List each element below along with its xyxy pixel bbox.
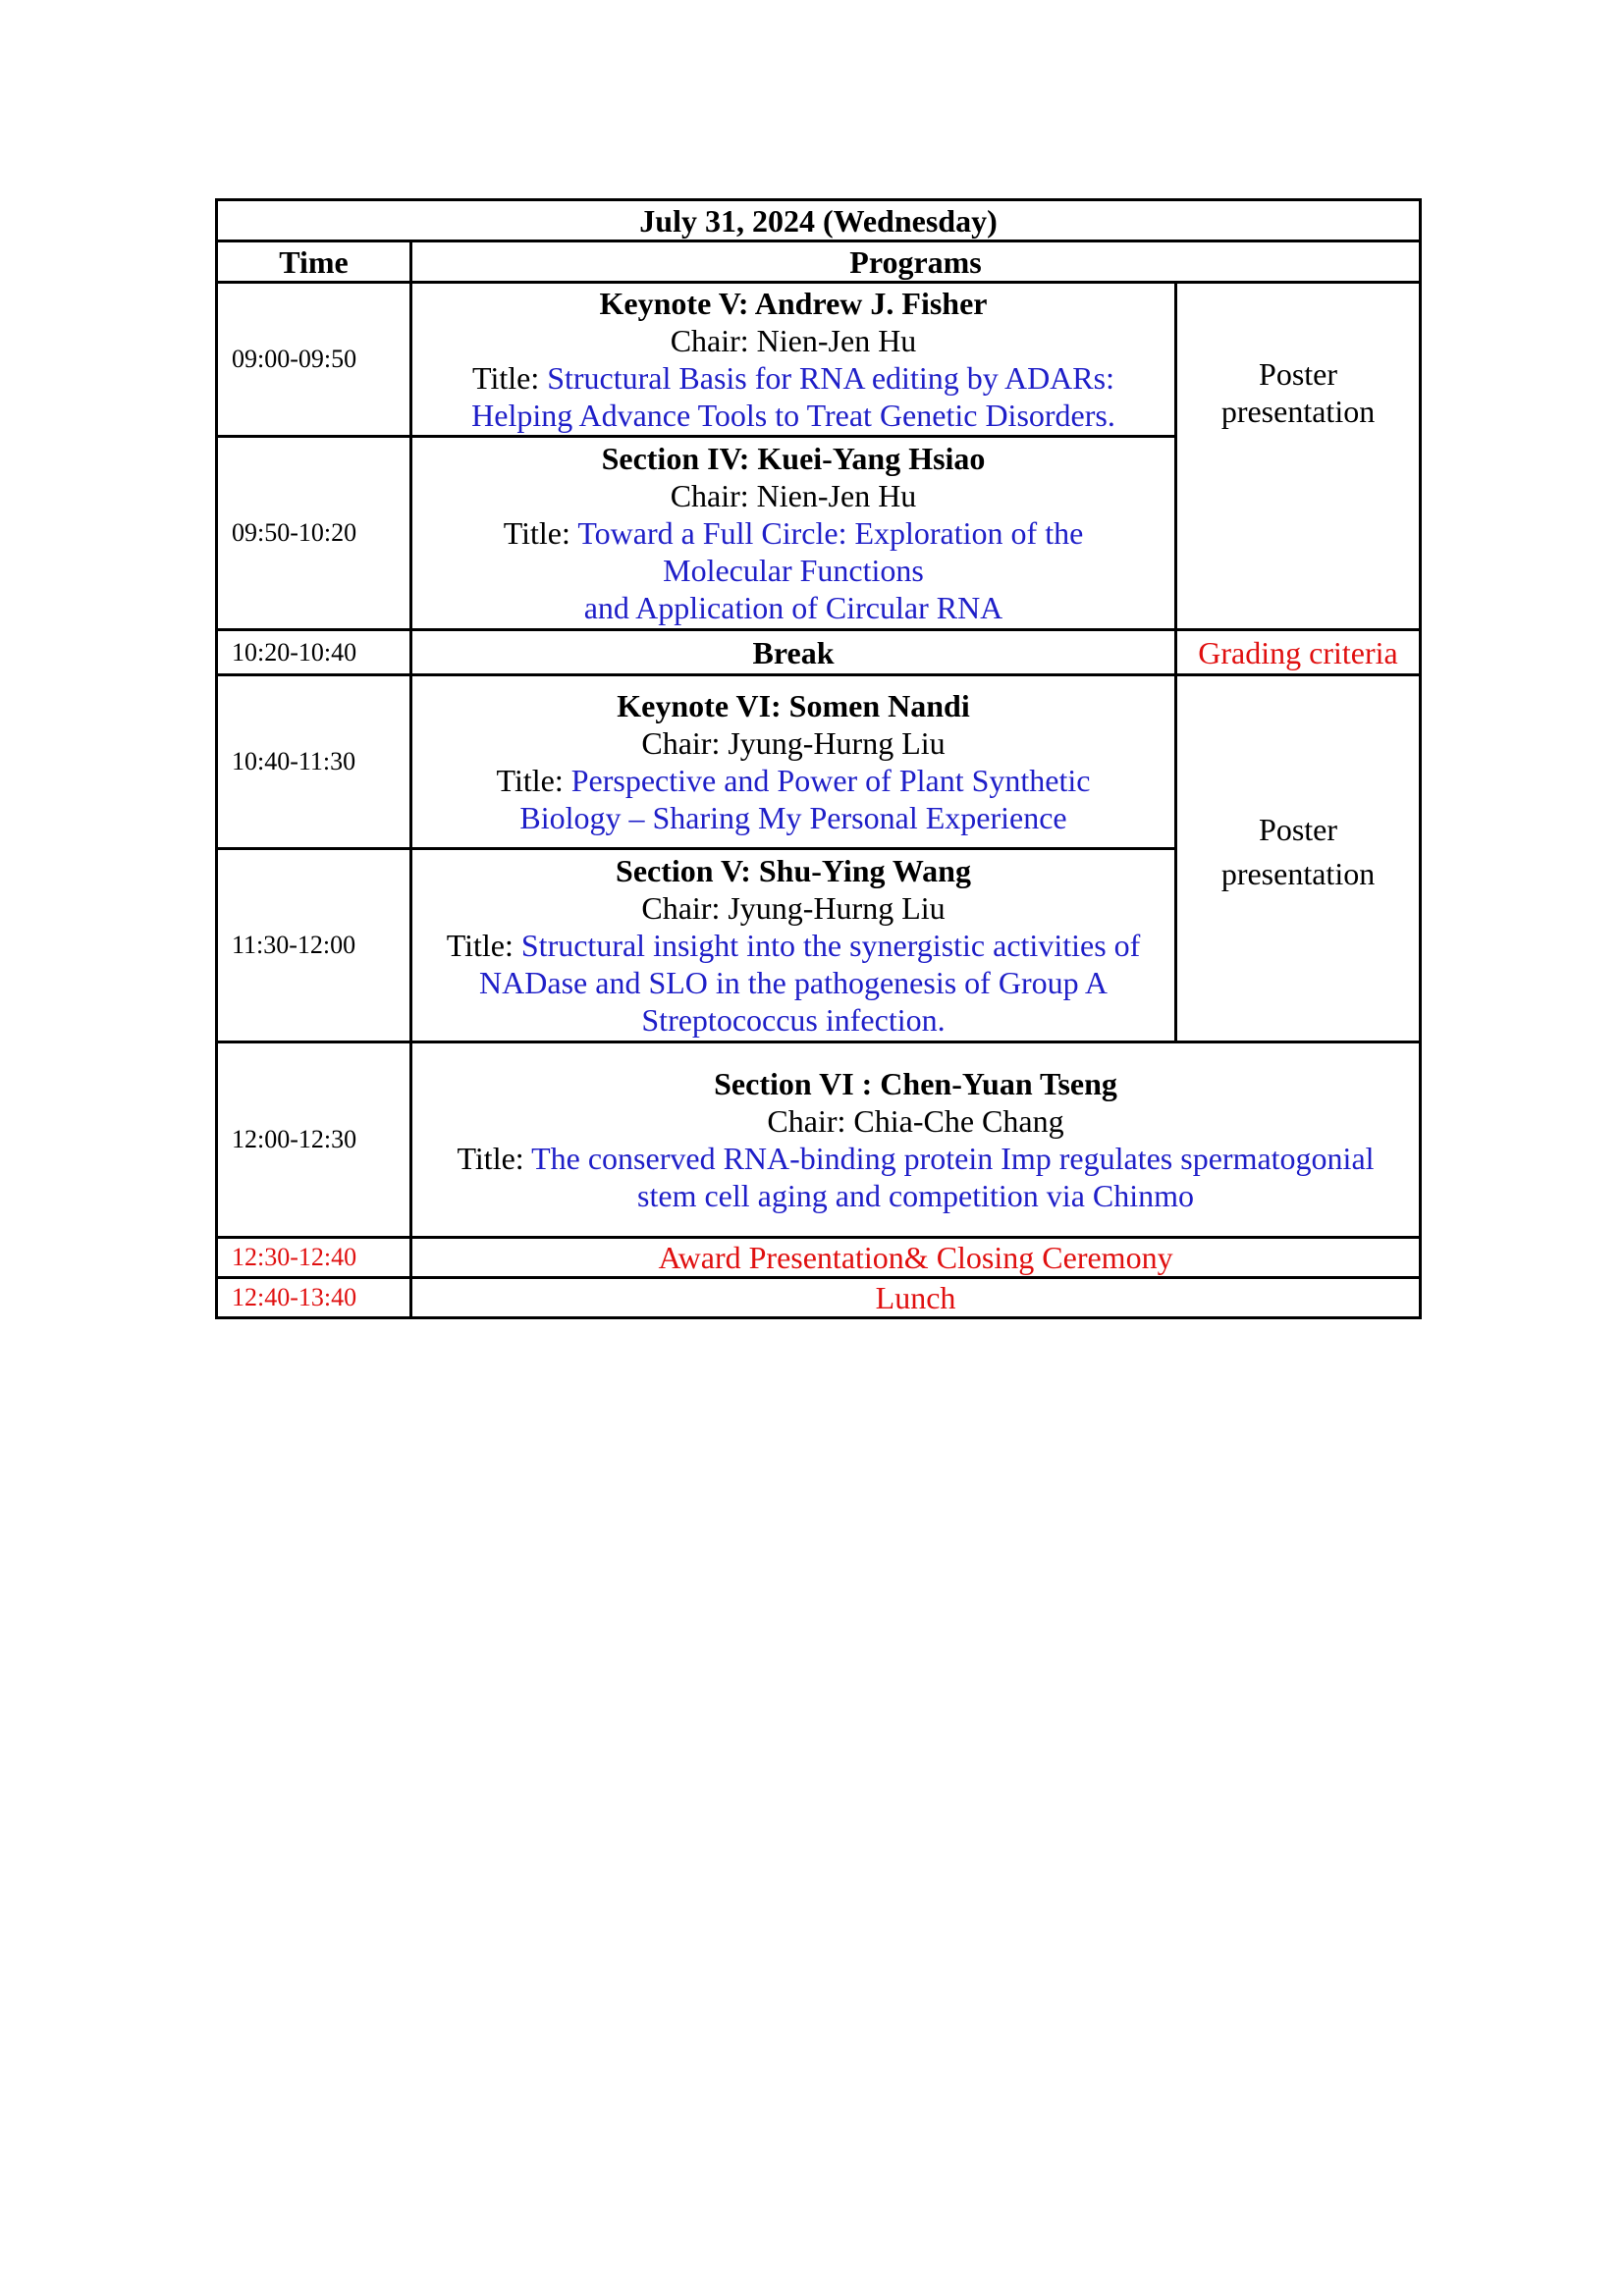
session-title (412, 514, 1174, 552)
program-cell (411, 675, 1176, 849)
time-cell: 12:40-13:40 (217, 1278, 411, 1318)
poster-presentation-cell (1176, 283, 1421, 630)
program-cell (411, 283, 1176, 437)
time-column-header: Time (217, 241, 411, 283)
poster-label: Poster (1259, 811, 1338, 847)
time-cell: 10:40-11:30 (217, 675, 411, 849)
session-title (412, 762, 1174, 799)
title-text: stem cell aging and competition via Chinmo (637, 1178, 1195, 1213)
table-row (217, 283, 1421, 437)
title-text: Perspective and Power of Plant Synthetic (570, 763, 1091, 798)
date-header-row (217, 200, 1421, 241)
title-text: NADase and SLO in the pathogenesis of Group A (479, 965, 1108, 1000)
title-prefix: Title: (496, 763, 571, 798)
table-row (217, 1238, 1421, 1278)
session-chair: Chair: Nien-Jen Hu (670, 323, 917, 358)
title-text: Biology – Sharing My Personal Experience (519, 800, 1067, 835)
session-chair: Chair: Jyung-Hurng Liu (641, 725, 946, 761)
table-row (217, 1042, 1421, 1238)
programs-column-header: Programs (411, 241, 1421, 283)
poster-label: Poster (1259, 355, 1338, 392)
session-heading: Keynote VI: Somen Nandi (617, 688, 970, 723)
time-cell: 12:00-12:30 (217, 1042, 411, 1238)
session-chair: Chair: Chia-Che Chang (767, 1103, 1064, 1139)
session-heading: Section V: Shu-Ying Wang (616, 853, 971, 888)
title-prefix: Title: (446, 928, 521, 963)
grading-criteria-cell: Grading criteria (1176, 630, 1421, 675)
title-text: Helping Advance Tools to Treat Genetic Disorders. (471, 398, 1115, 433)
poster-label: presentation (1220, 855, 1376, 891)
table-row (217, 1278, 1421, 1318)
program-cell (411, 1042, 1421, 1238)
session-heading: Keynote V: Andrew J. Fisher (599, 286, 988, 321)
table-row (217, 675, 1421, 849)
title-text: The conserved RNA-binding protein Imp regulates spermatogonial (531, 1141, 1375, 1176)
session-chair: Chair: Nien-Jen Hu (670, 478, 917, 513)
time-cell: 11:30-12:00 (217, 849, 411, 1042)
session-heading: Section IV: Kuei-Yang Hsiao (601, 441, 986, 476)
award-ceremony-cell: Award Presentation& Closing Ceremony (411, 1238, 1421, 1278)
session-title (412, 359, 1174, 397)
schedule-table (215, 198, 1422, 1319)
time-cell: 09:00-09:50 (217, 283, 411, 437)
break-cell: Break (411, 630, 1176, 675)
time-cell: 10:20-10:40 (217, 630, 411, 675)
program-cell (411, 849, 1176, 1042)
title-text: Toward a Full Circle: Exploration of the (577, 515, 1084, 551)
title-text: Molecular Functions (663, 553, 924, 588)
session-title (412, 1140, 1419, 1177)
title-text: Structural insight into the synergistic activities of (520, 928, 1141, 963)
title-text: Structural Basis for RNA editing by ADARs: (547, 360, 1114, 396)
lunch-cell: Lunch (411, 1278, 1421, 1318)
title-text: and Application of Circular RNA (583, 590, 1003, 625)
title-prefix: Title: (472, 360, 548, 396)
session-heading: Section VI : Chen-Yuan Tseng (714, 1066, 1117, 1101)
title-prefix: Title: (457, 1141, 532, 1176)
title-prefix: Title: (503, 515, 578, 551)
poster-label: presentation (1220, 393, 1376, 429)
column-header-row (217, 241, 1421, 283)
table-row (217, 630, 1421, 675)
time-cell: 12:30-12:40 (217, 1238, 411, 1278)
time-cell: 09:50-10:20 (217, 437, 411, 630)
session-title (412, 927, 1174, 964)
program-cell (411, 437, 1176, 630)
title-text: Streptococcus infection. (641, 1002, 946, 1038)
session-chair: Chair: Jyung-Hurng Liu (641, 890, 946, 926)
poster-presentation-cell (1176, 675, 1421, 1042)
date-header: July 31, 2024 (Wednesday) (217, 200, 1421, 241)
